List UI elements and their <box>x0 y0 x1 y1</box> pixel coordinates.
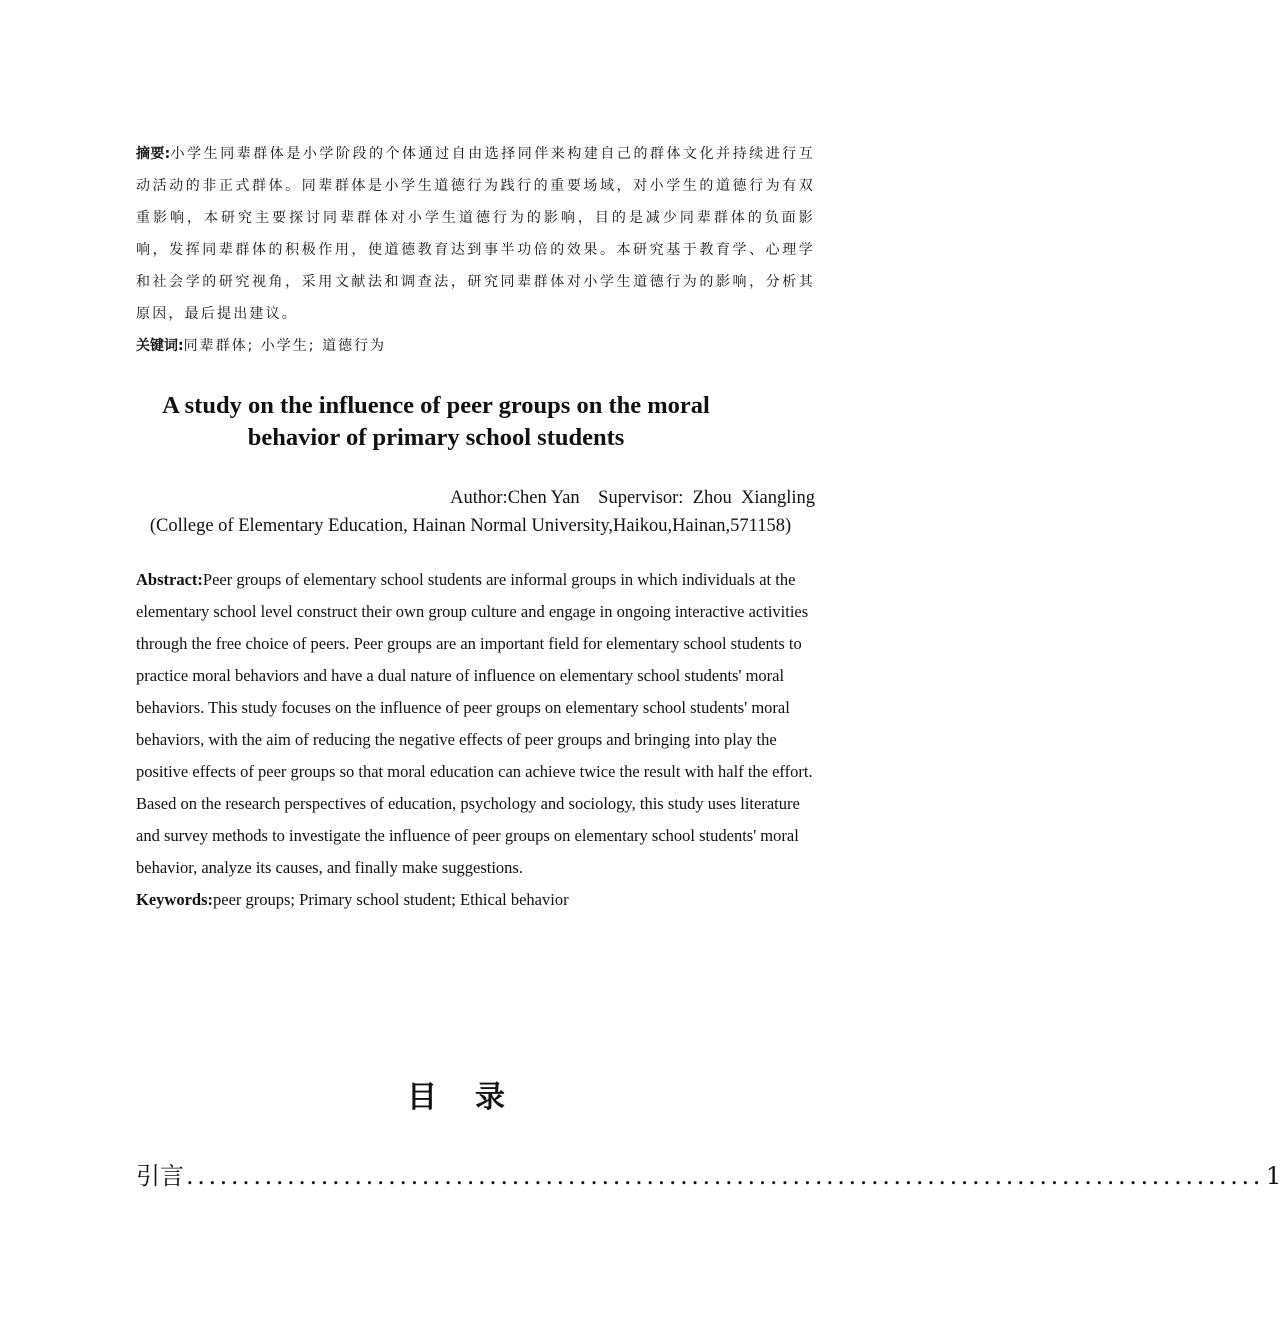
toc-entry-label: 引言 <box>136 1162 184 1190</box>
english-title-line-1: A study on the influence of peer groups on the moral <box>162 392 710 419</box>
english-keywords-label: Keywords: <box>136 890 213 909</box>
english-title <box>46 390 826 454</box>
english-abstract-text: Peer groups of elementary school students are informal groups in which individuals at the elementary school level construct their own group culture and engage in ongoing interactive activities through the free choice of peers. Peer groups are an important field for elementary school students to practice moral behaviors and have a dual nature of influence on elementary school students' moral behaviors. This study focuses on the influence of peer groups on elementary school students' moral behaviors, with the aim of reducing the negative effects of peer groups and bringing into play the positive effects of peer groups so that moral education can achieve twice the result with half the effort. Based on the research perspectives of education, psychology and sociology, this study uses literature and survey methods to investigate the influence of peer groups on elementary school students' moral behavior, analyze its causes, and finally make suggestions. <box>136 570 813 877</box>
english-title-line-2: behavior of primary school students <box>247 424 625 451</box>
chinese-abstract <box>136 138 815 330</box>
toc-entry[interactable] <box>136 1156 1281 1191</box>
english-keywords-text: peer groups; Primary school student; Ethical behavior <box>213 890 569 909</box>
toc-entry-page: 1 <box>1265 1162 1281 1190</box>
college-line: (College of Elementary Education, Hainan Normal University,Haikou,Hainan,571158) <box>149 516 792 536</box>
toc-leader-dots: ................................................................................................ <box>186 1162 1264 1190</box>
author-line: Author:Chen Yan Supervisor: Zhou Xiangling <box>450 488 815 508</box>
chinese-keywords-text: 同辈群体; 小学生; 道德行为 <box>183 338 386 354</box>
chinese-keywords-label: 关键词: <box>136 338 184 354</box>
english-abstract-label: Abstract: <box>136 570 203 589</box>
chinese-abstract-label: 摘要: <box>136 146 171 162</box>
english-abstract <box>136 564 815 884</box>
chinese-keywords <box>136 330 815 362</box>
toc-title: 目录 <box>407 1080 543 1115</box>
paper-page <box>136 138 815 916</box>
chinese-abstract-text: 小学生同辈群体是小学阶段的个体通过自由选择同伴来构建自己的群体文化并持续进行互动活动的非正式群体。同辈群体是小学生道德行为践行的重要场域，对小学生的道德行为有双重影响，本研究主要探讨同辈群体对小学生道德行为的影响，目的是减少同辈群体的负面影响，发挥同辈群体的积极作用，使道德教育达到事半功倍的效果。本研究基于教育学、心理学和社会学的研究视角，采用文献法和调查法，研究同辈群体对小学生道德行为的影响，分析其原因，最后提出建议。 <box>136 146 815 322</box>
english-keywords <box>136 884 815 916</box>
